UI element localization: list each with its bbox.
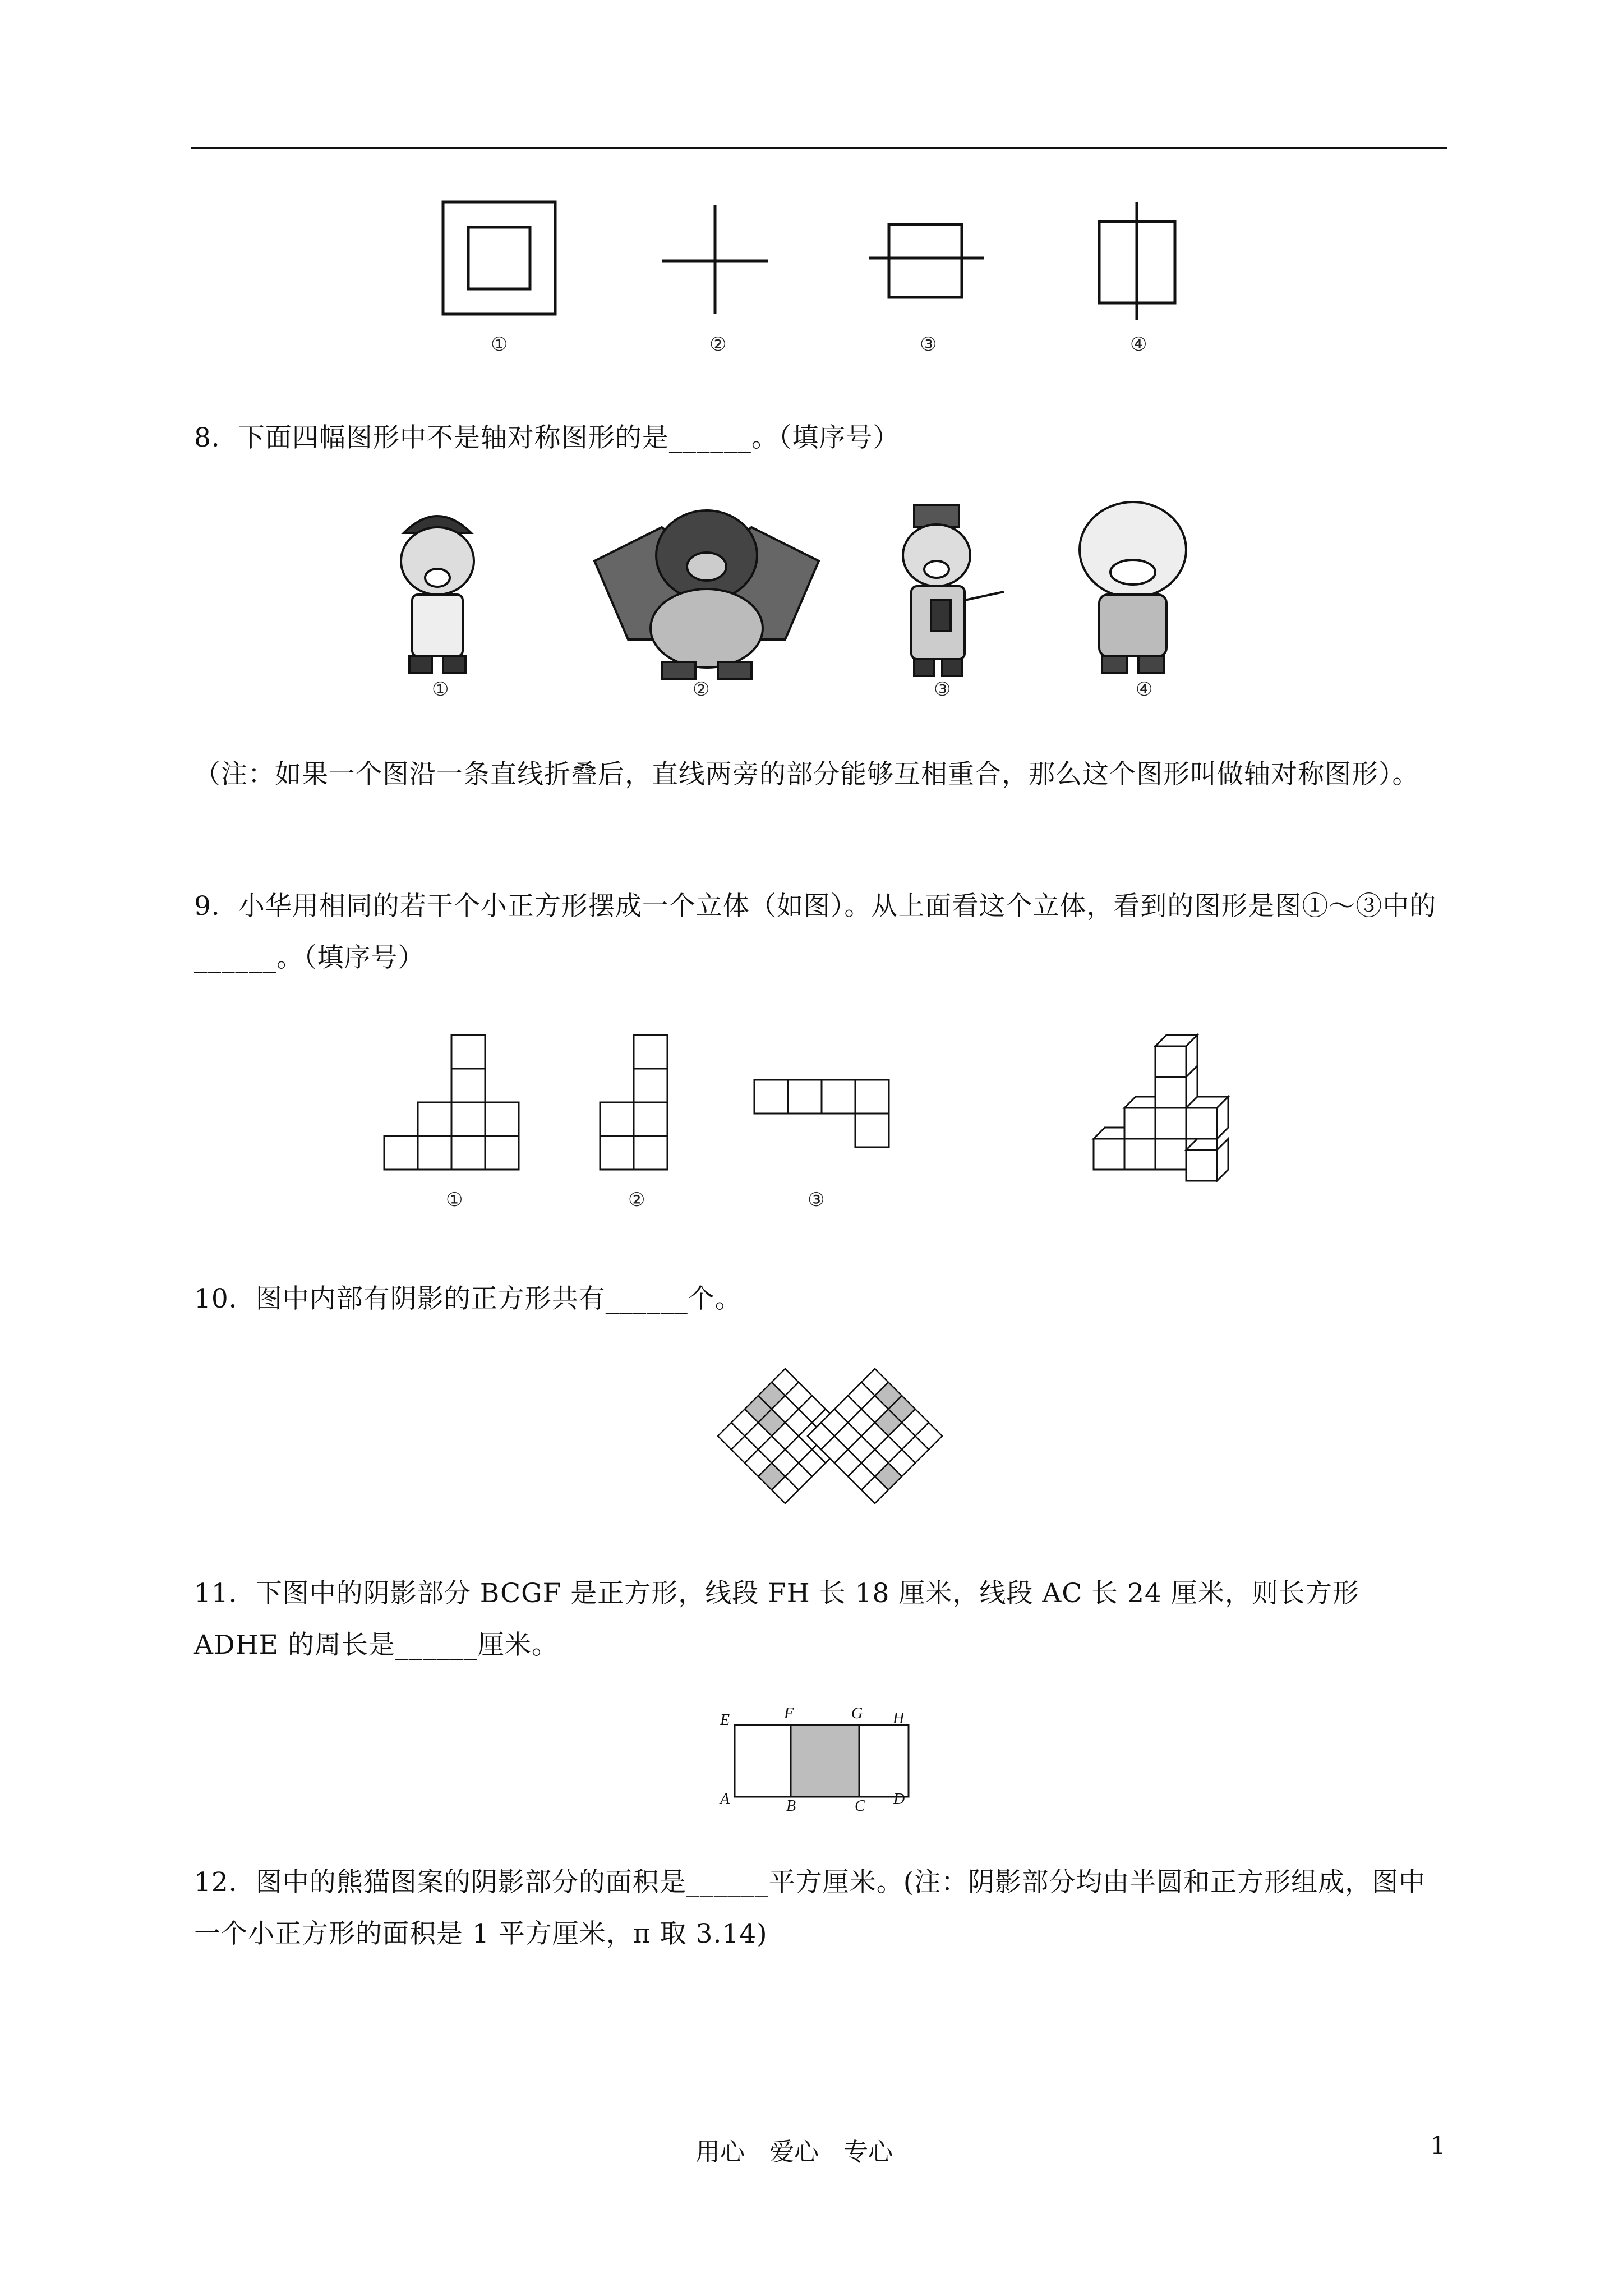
q11-point-G: G [851,1705,863,1722]
fig7-label-3: ③ [920,333,937,356]
q11-point-E: E [720,1711,730,1729]
pig-merchant-image [903,505,1004,676]
fig7-cross [662,205,768,314]
q9-label-1: ① [446,1189,463,1211]
q11-shaded-square [791,1725,859,1797]
fig7-label-1: ① [491,333,508,356]
q9-figures [370,1029,1279,1214]
fig7-rect-vline [1099,202,1175,320]
page-number: 1 [1430,2132,1446,2160]
q10-diamond-grid [712,1363,948,1509]
question-9: 9．小华用相同的若干个小正方形摆成一个立体（如图）。从上面看这个立体，看到的图形是图①～③中的______。（填序号） [194,891,1437,973]
question-11: 11．下图中的阴影部分 BCGF 是正方形，线段 FH 长 18 厘米，线段 AC 长 24 厘米，则长方形 ADHE 的周长是______厘米。 [194,1578,1359,1660]
q9-solid-3d [1094,1035,1228,1181]
header-rule [191,147,1447,149]
pig-plain-image [1080,502,1186,673]
q11-point-C: C [855,1797,865,1815]
pig-police-image [401,516,474,673]
fig7-label-4: ④ [1130,333,1147,356]
q8-label-2: ② [693,678,710,701]
fig7-rect-hline [869,224,984,297]
pig-bat-image [594,510,819,679]
q11-point-H: H [893,1710,905,1727]
fig7-label-2: ② [709,333,727,356]
q7-figures [426,191,1211,370]
fig7-square-in-square [443,202,555,314]
q8-label-4: ④ [1136,678,1153,701]
q11-point-B: B [786,1797,796,1815]
q11-point-D: D [893,1791,905,1808]
question-12: 12．图中的熊猫图案的阴影部分的面积是______平方厘米。(注：阴影部分均由半圆和正方形组成，图中一个小正方形的面积是 1 平方厘米，π 取 3.14) [194,1867,1426,1949]
q9-view-3 [754,1080,889,1147]
q11-point-A: A [720,1791,730,1808]
question-8: 8．下面四幅图形中不是轴对称图形的是______。（填序号） [194,422,900,453]
footer-motto: 用心 爱心 专心 [695,2138,893,2166]
note-axis-symmetry: （注：如果一个图沿一条直线折叠后，直线两旁的部分能够互相重合，那么这个图形叫做轴对称图形）。 [194,759,1419,790]
q8-pig-images [381,494,1256,701]
q8-label-3: ③ [934,678,951,701]
q9-label-3: ③ [808,1189,825,1211]
q9-view-1 [384,1035,519,1170]
q11-point-F: F [784,1705,794,1722]
question-10: 10．图中内部有阴影的正方形共有______个。 [194,1283,742,1314]
q11-rectangle-figure [712,1700,948,1815]
q9-view-2 [600,1035,667,1170]
q8-label-1: ① [432,678,449,701]
q9-label-2: ② [628,1189,645,1211]
